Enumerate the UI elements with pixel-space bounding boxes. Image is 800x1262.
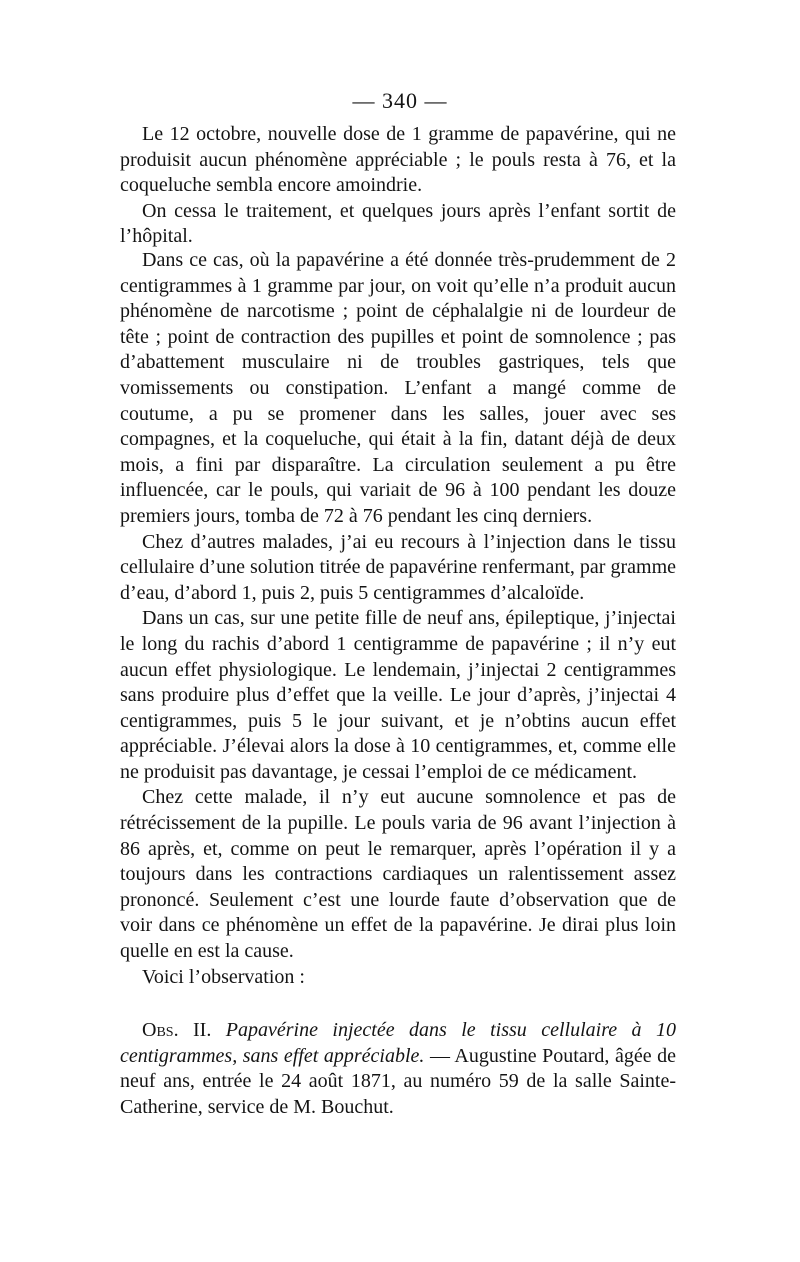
text-section-main	[120, 248, 676, 990]
page-number: — 340 —	[352, 88, 448, 113]
paragraph-7: Voici l’observation :	[142, 965, 305, 988]
observation-section	[120, 1018, 676, 1120]
paragraph-4: Chez d’autres malades, j’ai eu recours à l’injection dans le tissu cellulaire d’une solution titrée de papavérine renfermant, par gramme d’eau, d’abord 1, puis 2, puis 5 centigrammes d’alcaloïde.	[120, 530, 676, 604]
paragraph-3: Dans ce cas, où la papavérine a été donnée très-prudemment de 2 centigrammes à 1 gramme par jour, on voit qu’elle n’a produit aucun phénomène de narcotisme ; point de céphalalgie ni de lourdeur de tête ; point de contraction des pupilles et point de somnolence ; pas d’abattement musculaire ni de troubles gastriques, tels que vomissements ou constipation. L’enfant a mangé comme de coutume, a pu se promener dans les salles, jouer avec ses compagnes, et la coqueluche, qui était à la fin, datant déjà de deux mois, a fini par disparaître. La circulation seulement a pu être influencée, car le pouls, qui variait de 96 à 100 pendant les douze premiers jours, tomba de 72 à 76 pendant les cinq derniers.	[120, 249, 676, 527]
paragraph-6: Chez cette malade, il n’y eut aucune somnolence et pas de rétrécissement de la pupille. Le pouls varia de 96 avant l’injection à 86 après, et, comme on peut le remarquer, après l’opération il y a toujours dans les contractions cardiaques un ralentissement assez prononcé. Seulement c’est une lourde faute d’observation que de voir dans ce phénomène un effet de la papavérine. Je dirai plus loin quelle en est la cause.	[120, 786, 676, 963]
observation-title: Papavérine injectée dans le tissu cellulaire à 10 centigrammes, sans effet appréciable.	[120, 1019, 676, 1067]
observation-label: Obs. II.	[142, 1019, 212, 1041]
paragraph-1: Le 12 octobre, nouvelle dose de 1 gramme de papavérine, qui ne produisit aucun phénomène appréciable ; le pouls resta à 76, et la coqueluche sembla encore amoindrie.	[120, 123, 676, 197]
paragraph-2: On cessa le traitement, et quelques jours après l’enfant sortit de l’hôpital.	[120, 199, 676, 248]
paragraph-5: Dans un cas, sur une petite fille de neuf ans, épileptique, j’injectai le long du rachis d’abord 1 centigramme de papavérine ; il n’y eut aucun effet physiologique. Le lendemain, j’injectai 2 centigrammes sans produire plus d’effet que la veille. Le jour d’après, j’injectai 4 centigrammes, puis 5 le jour suivant, et je n’obtins aucun effet appréciable. J’élevai alors la dose à 10 centigrammes, et, comme elle ne produisit pas davantage, je cessai l’emploi de ce médicament.	[120, 607, 676, 783]
observation-text: — Augustine Poutard, âgée de neuf ans, entrée le 24 août 1871, au numéro 59 de la salle Sainte-Catherine, service de M. Bouchut.	[120, 1044, 677, 1118]
text-section-top	[120, 122, 676, 250]
observation-paragraph	[120, 1018, 676, 1120]
